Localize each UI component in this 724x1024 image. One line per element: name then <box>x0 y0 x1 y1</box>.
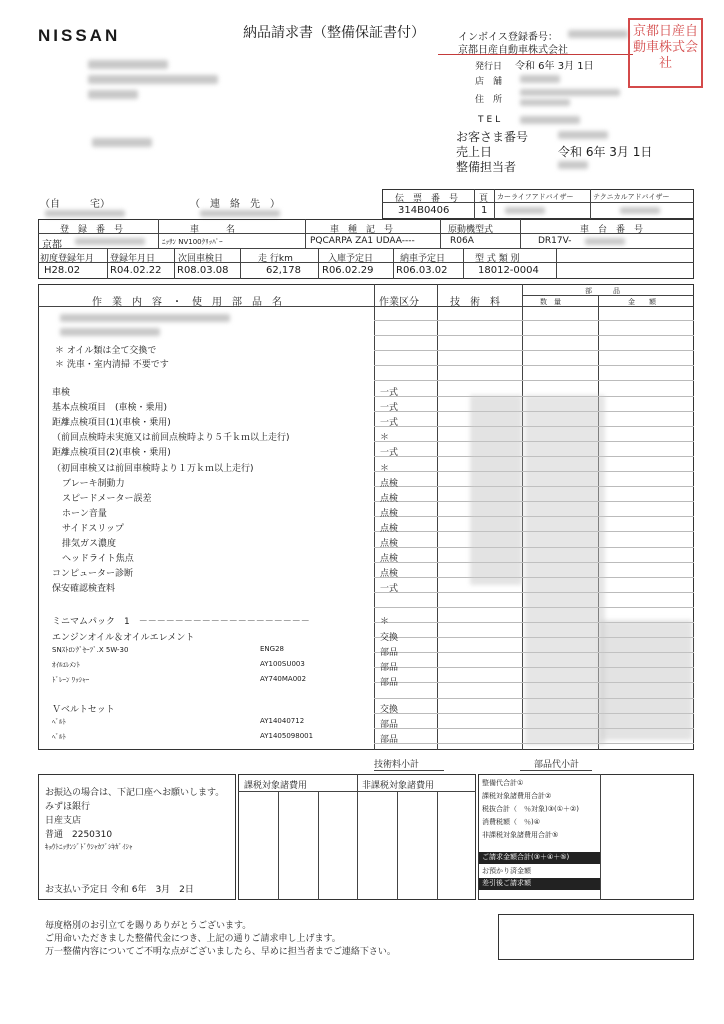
row-rule <box>374 380 694 381</box>
tech-fee-header: 技 術 料 <box>450 297 500 308</box>
chassis-label: 車 台 番 号 <box>580 225 644 235</box>
chassis-no: DR17V- <box>538 236 572 246</box>
work-item-part-no: AY100SU003 <box>260 659 305 668</box>
nissan-logo: NISSAN <box>38 26 121 45</box>
work-item-name: コンピューター診断 <box>52 569 134 580</box>
redacted-address <box>88 60 168 69</box>
bank-line-4: 普通 2250310 <box>45 830 113 840</box>
next-inspect-label: 次回車検日 <box>178 254 224 264</box>
redacted-customer-name <box>92 138 152 147</box>
work-item-name: ﾍﾞﾙﾄ <box>52 718 66 726</box>
life-advisor-label: カーライフアドバイザー <box>497 193 574 201</box>
redacted-phone <box>200 210 280 217</box>
nontaxable-fees-label: 非課税対象諸費用 <box>362 781 435 791</box>
in-date-label: 入庫予定日 <box>328 254 374 264</box>
first-reg-label: 初度登録年月 <box>40 254 95 264</box>
work-item-name: SNｽﾄﾛﾝｸﾞｾｰﾌﾞ.X 5W-30 <box>52 645 129 654</box>
work-item-name: ﾄﾞﾚｰﾝ ﾜｯｼｬｰ <box>52 675 90 684</box>
summary-line-1: 整備代合計① <box>482 779 524 787</box>
redacted-note <box>60 314 230 322</box>
amount-header: 金 額 <box>628 298 656 306</box>
work-item-kind: 部品 <box>380 677 399 688</box>
work-item-name: ﾍﾞﾙﾄ <box>52 733 66 742</box>
customer-no-label: お客さま番号 <box>456 130 529 144</box>
parts-subtotal-label: 部品代小計 <box>534 760 580 770</box>
slip-no-label: 伝 票 番 号 <box>395 194 459 204</box>
work-item-name: Ｖベルトセット <box>52 704 115 715</box>
redacted-address <box>88 75 218 84</box>
taxable-fees-label: 課税対象諸費用 <box>244 781 308 791</box>
model-label: 車 種 記 号 <box>330 225 394 235</box>
tech-subtotal-label: 技術料小計 <box>374 760 420 770</box>
work-item-kind: 点検 <box>380 508 399 519</box>
redacted-tel <box>520 116 580 124</box>
mechanic-label: 整備担当者 <box>456 160 517 174</box>
engine-label: 原動機型式 <box>448 225 494 235</box>
work-item-kind: 点検 <box>380 478 399 489</box>
kind-header: 作業区分 <box>379 297 419 308</box>
balance-label: 差引後ご請求額 <box>479 878 600 890</box>
bank-line-2: みずほ銀行 <box>45 802 91 812</box>
reg-date-label: 登録年月日 <box>110 254 156 264</box>
bank-line-5: ｷｮｳﾄﾆｯｻﾝｼﾞﾄﾞｳｼｬｶﾌﾞｼｷｶﾞｲｼｬ <box>45 843 133 851</box>
redacted-address <box>88 90 138 99</box>
work-item-kind: 点検 <box>380 523 399 534</box>
redacted-plate <box>75 238 145 245</box>
row-rule <box>374 350 694 351</box>
work-item-part-no: ENG28 <box>260 644 284 653</box>
thanks-line-2: ご用命いただきました整備代金につき、上記の通りご請求申し上げます。 <box>45 934 341 944</box>
tel-label: TEL <box>478 115 504 125</box>
summary-line-4: 消費税額（ ％)④ <box>482 818 541 826</box>
redacted-store-address <box>520 89 620 96</box>
in-date: R06.02.29 <box>322 265 374 276</box>
work-item-kind: 一式 <box>380 448 399 459</box>
work-item-kind: ＊ <box>380 433 390 444</box>
work-item-name: ミニマムパック 1 －－－－－－－－－－－－－－－－－－－ <box>52 617 310 628</box>
work-item-kind: 交換 <box>380 632 399 643</box>
thanks-line-3: 万一整備内容についてご不明な点がございましたら、早めに担当者までご連絡下さい。 <box>45 947 396 957</box>
work-item-kind: 部品 <box>380 720 399 730</box>
note-1: ＊ オイル類は全て交換で <box>55 346 157 356</box>
redacted-reg-no <box>568 30 628 38</box>
redacted-store <box>520 75 560 83</box>
row-rule <box>374 320 694 321</box>
work-item-name: 保安確認検査料 <box>52 584 116 595</box>
work-item-name: ヘッドライト焦点 <box>62 554 134 565</box>
row-rule <box>374 335 694 336</box>
work-item-kind: 点検 <box>380 554 399 565</box>
next-inspect: R08.03.08 <box>177 265 229 276</box>
work-item-kind: 交換 <box>380 704 399 715</box>
sales-date: 令和 6年 3月 1日 <box>558 145 653 159</box>
work-item-name: 距離点検項目(2)(車検・乗用) <box>52 448 171 459</box>
summary-line-3: 税抜合計（ ％対象)③(①＋②) <box>482 805 580 813</box>
bank-line-3: 日産支店 <box>45 816 82 826</box>
work-item-name: （初回車検又は前回車検時より１万ｋｍ以上走行) <box>52 463 254 474</box>
redacted-chassis <box>585 238 625 245</box>
work-item-kind: 点検 <box>380 569 399 580</box>
redacted-advisor <box>505 207 545 214</box>
work-item-name: ｵｲﾙｴﾚﾒﾝﾄ <box>52 660 80 669</box>
work-item-kind: 部品 <box>380 647 399 658</box>
bank-line-1: お振込の場合は、下記口座へお願いします。 <box>45 788 225 798</box>
redacted-customer-no <box>558 131 608 139</box>
work-item-name: ホーン音量 <box>62 508 107 519</box>
summary-line-2: 課税対象諸費用合計② <box>482 792 552 800</box>
note-2: ＊ 洗車・室内清掃 不要です <box>55 360 169 370</box>
page-no: 1 <box>481 205 488 216</box>
work-item-kind: 部品 <box>380 735 399 746</box>
work-item-kind: 部品 <box>380 662 399 673</box>
contact-phone-label: （ 連 絡 先 ） <box>190 199 280 210</box>
red-underline <box>438 54 633 55</box>
work-item-kind: ＊ <box>380 617 390 628</box>
parts-header: 部 品 <box>585 287 620 295</box>
tech-advisor-label: テクニカルアドバイザー <box>593 193 670 201</box>
work-item-kind: 一式 <box>380 584 399 595</box>
reg-no: 京都 <box>42 240 62 251</box>
qty-header: 数 量 <box>540 298 561 306</box>
work-item-kind: 一式 <box>380 403 399 414</box>
page-title: 納品請求書（整備保証書付） <box>243 25 425 41</box>
redacted-mechanic <box>558 161 588 169</box>
work-item-name: スピードメーター誤差 <box>62 493 152 504</box>
work-item-part-no: AY1405098001 <box>260 732 314 741</box>
payment-due: お支払い予定日 令和 6年 3月 2日 <box>45 885 194 895</box>
work-item-kind: 一式 <box>380 388 399 398</box>
work-item-name: 排気ガス濃度 <box>62 539 117 549</box>
redacted-tech-fees <box>470 395 522 585</box>
total-label: ご請求金額合計(③＋④＋⑤) <box>479 852 600 864</box>
company-seal: 京都日産自動車株式会社 <box>628 18 703 88</box>
reg-date: R04.02.22 <box>110 265 162 276</box>
work-item-name: エンジンオイル＆オイルエレメント <box>52 632 195 643</box>
work-item-name: 距離点検項目(1)(車検・乗用) <box>52 418 171 429</box>
car-name: ﾆｯｻﾝ NV100ｸﾘｯﾊﾟｰ <box>162 238 223 246</box>
store-label: 店 舗 <box>475 77 503 87</box>
invoice-reg-label: インボイス登録番号： <box>458 32 558 43</box>
redacted-phone <box>45 210 125 217</box>
type-class: 18012-0004 <box>478 265 539 276</box>
car-name-label: 車 名 <box>190 225 236 235</box>
work-item-part-no: AY14040712 <box>260 717 305 725</box>
redacted-parts <box>525 395 605 745</box>
deposit-label: お預かり済金額 <box>482 867 531 875</box>
row-rule <box>374 365 694 366</box>
issue-date: 令和 6年 3月 1日 <box>515 61 594 72</box>
work-item-kind: 点検 <box>380 493 399 504</box>
work-item-kind: 点検 <box>380 539 399 549</box>
redacted-note <box>60 328 160 336</box>
work-item-name: 基本点検項目 (車検・乗用) <box>52 403 168 414</box>
work-item-kind: ＊ <box>380 463 390 474</box>
work-item-name: サイドスリップ <box>62 523 124 534</box>
thanks-line-1: 毎度格別のお引立てを賜りありがとうございます。 <box>45 921 252 931</box>
model-code: PQCARPA ZA1 UDAA---- <box>310 236 415 246</box>
engine-type: R06A <box>450 236 474 246</box>
first-reg: H28.02 <box>44 265 81 276</box>
home-phone-label: （自 宅） <box>40 199 110 210</box>
delivery-label: 納車予定日 <box>400 254 446 264</box>
mileage: 62,178 <box>266 265 301 276</box>
slip-no: 314B0406 <box>398 205 450 216</box>
page-label: 頁 <box>479 194 489 204</box>
work-item-name: 車検 <box>52 388 71 398</box>
redacted-amounts <box>600 620 692 740</box>
sales-date-label: 売上日 <box>456 145 493 159</box>
issue-date-label: 発行日 <box>475 62 503 72</box>
remarks-box <box>498 914 694 960</box>
delivery-date: R06.03.02 <box>396 265 448 276</box>
reg-no-label: 登 録 番 号 <box>60 225 124 235</box>
summary-line-5: 非課税対象諸費用合計⑤ <box>482 831 559 839</box>
work-item-name: （前回点検時未実施又は前回点検時より５千ｋｍ以上走行) <box>52 433 290 444</box>
mileage-label: 走 行km <box>258 254 293 264</box>
work-item-kind: 一式 <box>380 418 399 429</box>
company-name: 京都日産自動車株式会社 <box>458 45 568 56</box>
redacted-advisor <box>620 207 660 214</box>
work-header: 作 業 内 容 ・ 使 用 部 品 名 <box>92 297 282 308</box>
type-label: 型 式 類 別 <box>475 254 520 264</box>
address-label: 住 所 <box>475 95 503 105</box>
work-item-name: ブレーキ制動力 <box>62 478 125 489</box>
work-item-part-no: AY740MA002 <box>260 674 307 683</box>
redacted-store-address <box>520 99 570 106</box>
